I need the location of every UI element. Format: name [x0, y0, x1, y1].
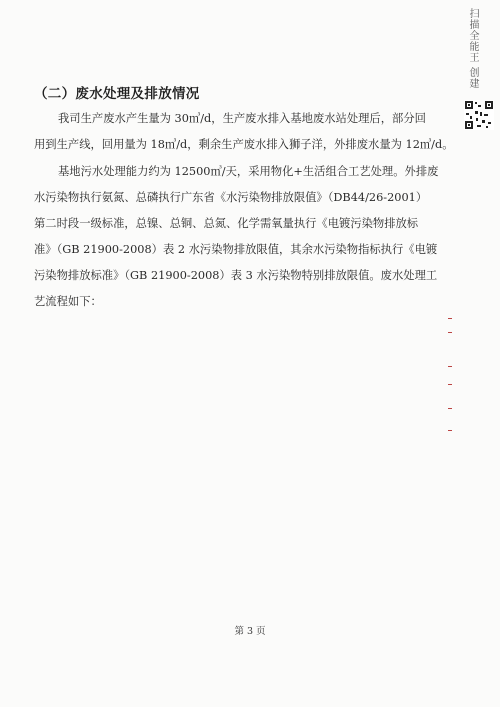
- scanner-watermark: 扫描全能王 创建: [467, 8, 478, 90]
- paragraph-wastewater-volume: [34, 106, 454, 158]
- text-line: 准》（GB 21900-2008）表 2 水污染物排放限值，其余水污染物指标执行《电镀: [34, 243, 438, 256]
- qr-code-icon: [464, 100, 494, 130]
- text-line: 第二时段一级标准，总镍、总铜、总氮、化学需氧量执行《电镀污染物排放标: [34, 217, 419, 230]
- binding-marks: [448, 318, 458, 438]
- text-line: 污染物排放标准》（GB 21900-2008）表 3 水污染物特别排放限值。废水处理工: [34, 269, 438, 282]
- text-line: 艺流程如下：: [34, 295, 102, 308]
- section-heading: （二）废水处理及排放情况: [34, 86, 200, 102]
- text-line: 基地污水处理能力约为 12500㎥/天，采用物化+生活组合工艺处理。外排废: [58, 165, 439, 178]
- text-line: 用到生产线，回用量为 18㎥/d，剩余生产废水排入狮子洋，外排废水量为 12㎥/d。: [34, 138, 454, 151]
- paragraph-treatment-standards: [34, 159, 439, 315]
- text-line: 我司生产废水产生量为 30㎥/d，生产废水排入基地废水站处理后，部分回: [58, 112, 426, 125]
- text-line: 水污染物执行氨氮、总磷执行广东省《水污染物排放限值》（DB44/26-2001）: [34, 191, 428, 204]
- page-number: 第 3 页: [234, 626, 266, 637]
